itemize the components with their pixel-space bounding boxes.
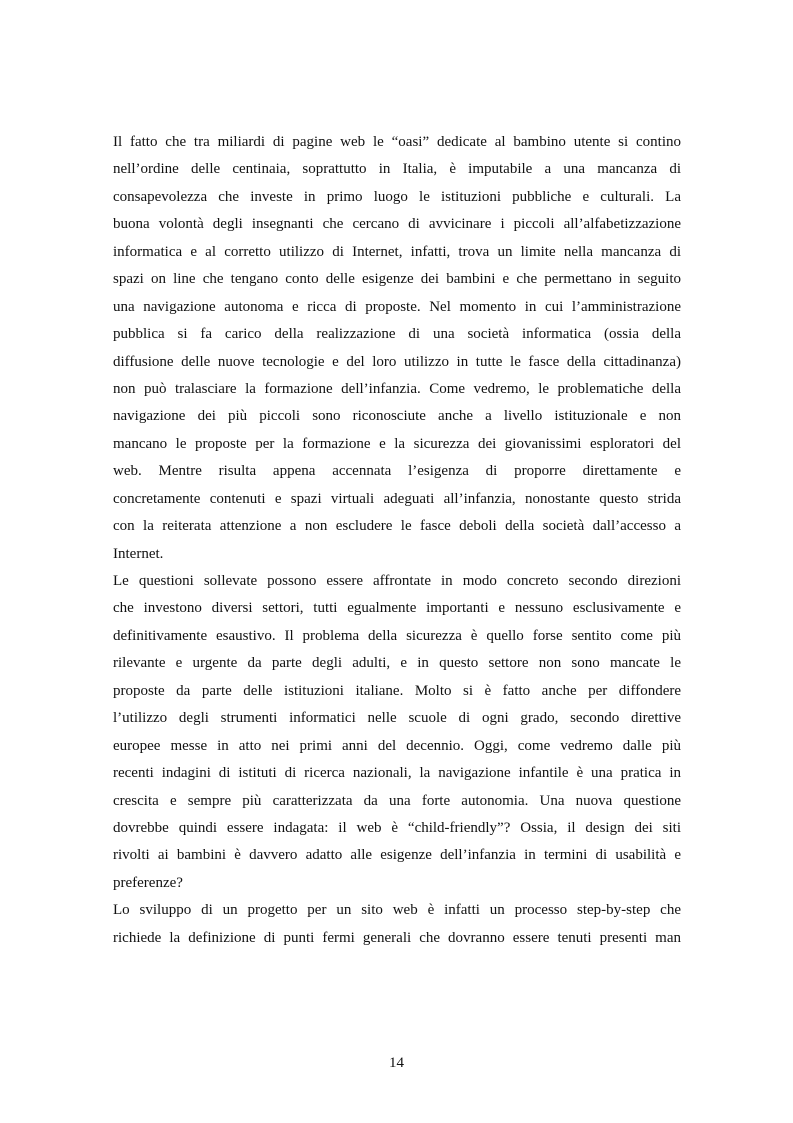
text-line: Internet. xyxy=(113,545,164,562)
text-line: concretamente contenuti e spazi virtuali adeguati all’infanzia, nonostante questo strida xyxy=(113,490,681,507)
text-line: una navigazione autonoma e ricca di proposte. Nel momento in cui l’amministrazione xyxy=(113,298,681,315)
text-line: non può tralasciare la formazione dell’infanzia. Come vedremo, le problematiche della xyxy=(113,380,681,397)
text-line: pubblica si fa carico della realizzazione di una società informatica (ossia della xyxy=(113,326,681,343)
text-line: consapevolezza che investe in primo luogo le istituzioni pubbliche e culturali. La xyxy=(113,188,681,205)
text-line: diffusione delle nuove tecnologie e del loro utilizzo in tutte le fasce della cittadinanza) xyxy=(113,353,681,370)
text-line: richiede la definizione di punti fermi generali che dovranno essere tenuti presenti man xyxy=(113,929,681,946)
text-line: nell’ordine delle centinaia, soprattutto in Italia, è imputabile a una mancanza di xyxy=(113,161,681,178)
text-line: rilevante e urgente da parte degli adulti, e in questo settore non sono mancate le xyxy=(113,655,681,672)
text-line: navigazione dei più piccoli sono riconosciute anche a livello istituzionale e non xyxy=(113,408,681,425)
text-line: web. Mentre risulta appena accennata l’esigenza di proporre direttamente e xyxy=(113,463,681,480)
text-line: informatica e al corretto utilizzo di Internet, infatti, trova un limite nella mancanza di xyxy=(113,243,681,260)
text-line: proposte da parte delle istituzioni italiane. Molto si è fatto anche per diffondere xyxy=(113,682,681,699)
text-line: buona volontà degli insegnanti che cercano di avvicinare i piccoli all’alfabetizzazione xyxy=(113,216,681,233)
text-line: recenti indagini di istituti di ricerca nazionali, la navigazione infantile è una pratica in xyxy=(113,765,681,782)
text-line: mancano le proposte per la formazione e la sicurezza dei giovanissimi esploratori del xyxy=(113,435,681,452)
text-line: l’utilizzo degli strumenti informatici nelle scuole di ogni grado, secondo direttive xyxy=(113,710,681,727)
text-line: Le questioni sollevate possono essere affrontate in modo concreto secondo direzioni xyxy=(113,573,681,589)
body-text xyxy=(113,129,681,952)
text-line: con la reiterata attenzione a non escludere le fasce deboli della società dall’accesso a xyxy=(113,518,681,535)
text-line: europee messe in atto nei primi anni del decennio. Oggi, come vedremo dalle più xyxy=(113,737,681,754)
text-line: Il fatto che tra miliardi di pagine web le “oasi” dedicate al bambino utente si contino xyxy=(113,134,681,150)
text-line: crescita e sempre più caratterizzata da una forte autonomia. Una nuova questione xyxy=(113,792,681,809)
text-line: Lo sviluppo di un progetto per un sito web è infatti un processo step-by-step che xyxy=(113,902,681,919)
text-line: dovrebbe quindi essere indagata: il web è “child-friendly”? Ossia, il design dei siti xyxy=(113,819,681,836)
text-line: rivolti ai bambini è davvero adatto alle esigenze dell’infanzia in termini di usabilità e xyxy=(113,847,681,864)
text-line: preferenze? xyxy=(113,874,183,891)
text-line: definitivamente esaustivo. Il problema della sicurezza è quello forse sentito come più xyxy=(113,627,681,644)
text-line: spazi on line che tengano conto delle esigenze dei bambini e che permettano in seguito xyxy=(113,271,681,288)
text-line: che investono diversi settori, tutti egualmente importanti e nessuno esclusivamente e xyxy=(113,600,681,617)
page-number: 14 xyxy=(389,1055,404,1071)
